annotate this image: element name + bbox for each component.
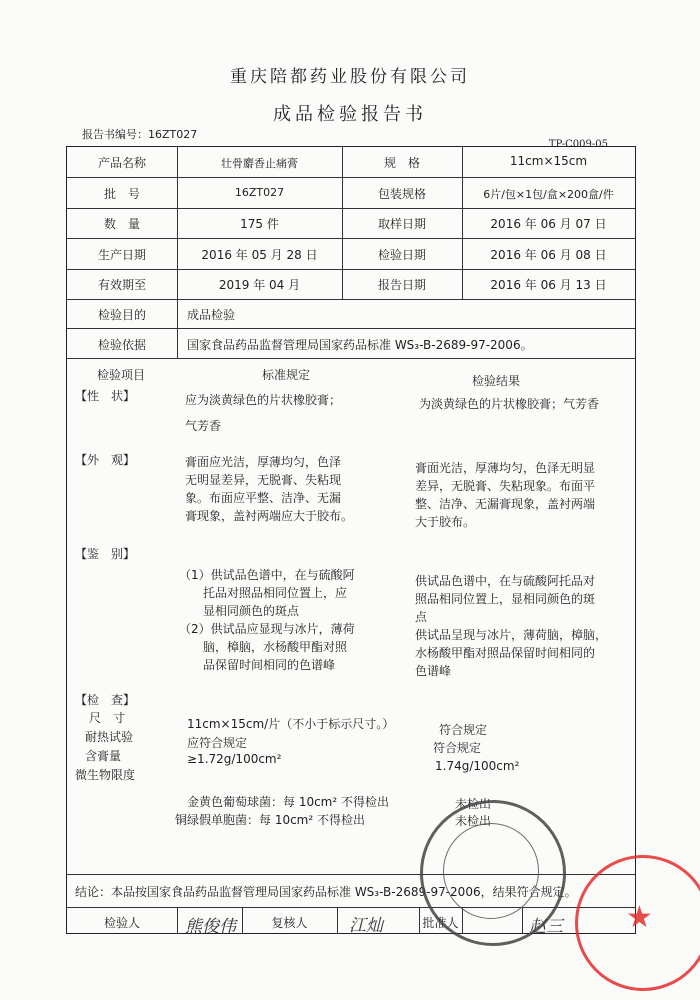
- purpose-value: 成品检验: [187, 308, 236, 322]
- sample-date-label: 取样日期: [377, 217, 426, 231]
- character-result: 为淡黄绿色的片状橡胶膏；气芳香: [419, 397, 600, 411]
- mfg-date-label: 生产日期: [97, 248, 146, 262]
- heat-test-label: 耐热试验: [85, 730, 134, 744]
- sample-date-value: 2016 年 06 月 07 日: [490, 217, 607, 231]
- col-item-header: 检验项目: [97, 368, 146, 382]
- batch-label: 批 号: [103, 187, 140, 201]
- size-label: 尺 寸: [89, 711, 126, 725]
- report-date-label: 报告日期: [377, 278, 426, 292]
- quantity-value: 175 件: [240, 217, 279, 231]
- pseudomonas-result: 未检出: [455, 814, 492, 828]
- quality-inspection-stamp: [575, 855, 700, 991]
- size-result: 符合规定: [439, 723, 488, 737]
- batch-value: 16ZT027: [234, 186, 285, 199]
- approver-label: 批准人: [422, 916, 459, 930]
- form-code: TP-C009-05: [548, 139, 608, 150]
- product-name-label: 产品名称: [97, 156, 146, 170]
- pseudomonas-standard: 铜绿假单胞菌：每 10cm² 不得检出: [175, 813, 365, 827]
- character-standard: 应为淡黄绿色的片状橡胶膏； 气芳香: [185, 393, 342, 433]
- basis-value: 国家食品药品监督管理局国家药品标准 WS₃-B-2689-97-2006。: [187, 338, 533, 352]
- company-seal-stamp: [420, 800, 566, 946]
- conclusion-text: 结论：本品按国家食品药品监督管理局国家药品标准 WS₃-B-2689-97-2006，结果符合规定。: [75, 885, 577, 899]
- expiry-label: 有效期至: [97, 278, 146, 292]
- pack-label: 包装规格: [377, 187, 426, 201]
- paste-content-result: 1.74g/100cm²: [435, 759, 520, 773]
- company-name: 重庆陪都药业股份有限公司: [230, 67, 470, 87]
- report-date-value: 2016 年 06 月 13 日: [490, 278, 607, 292]
- paste-content-label: 含膏量: [85, 749, 122, 763]
- mfg-date-value: 2016 年 05 月 28 日: [201, 248, 318, 262]
- staph-result: 未检出: [455, 797, 492, 811]
- microbial-limit-label: 微生物限度: [75, 768, 136, 782]
- character-label: 【性 状】: [75, 389, 136, 403]
- identification-standard-2: （2）供试品应显现与冰片，薄荷 脑，樟脑，水杨酸甲酯对照 品保留时间相同的色谱峰: [179, 622, 355, 672]
- col-standard-header: 标准规定: [262, 368, 311, 382]
- expiry-value: 2019 年 04 月: [218, 278, 301, 292]
- test-date-label: 检验日期: [377, 248, 426, 262]
- stamp-star-icon: ★: [626, 900, 653, 935]
- document-title: 成品检验报告书: [273, 104, 427, 125]
- appearance-standard: 膏面应光洁，厚薄均匀，色泽 无明显差异，无脱膏、失粘现 象。布面应平整、洁净、无漏 膏现象，盖衬两端应大于胶布。: [185, 455, 354, 523]
- report-table: [66, 146, 636, 937]
- size-standard: 11cm×15cm/片（不小于标示尺寸。）: [187, 717, 395, 731]
- purpose-label: 检验目的: [97, 308, 146, 322]
- identification-label: 【鉴 别】: [75, 547, 136, 561]
- spec-label: 规 格: [383, 156, 420, 170]
- heat-test-result: 符合规定: [433, 741, 482, 755]
- test-date-value: 2016 年 06 月 08 日: [490, 248, 607, 262]
- appearance-label: 【外 观】: [75, 453, 136, 467]
- reviewer-signature: 江灿: [349, 916, 383, 936]
- product-name-value: 壮骨麝香止痛膏: [221, 157, 298, 170]
- identification-result-1: 供试品色谱中，在与硫酸阿托品对 照品相同位置上，显相同颜色的斑 点: [415, 574, 596, 624]
- reviewer-label: 复核人: [271, 916, 308, 930]
- identification-standard-1: （1）供试品色谱中，在与硫酸阿 托品对照品相同位置上，应 显相同颜色的斑点: [179, 568, 355, 618]
- inspector-label: 检验人: [103, 916, 140, 930]
- approver-signature: 赵三: [529, 917, 563, 937]
- quantity-label: 数 量: [103, 217, 140, 231]
- appearance-result: 膏面光洁，厚薄均匀，色泽无明显 差异，无脱膏、失粘现象。布面平 整、洁净、无漏膏现象，盖衬两端 大于胶布。: [415, 461, 596, 529]
- col-result-header: 检验结果: [472, 374, 521, 388]
- identification-result-2: 供试品呈现与冰片，薄荷脑，樟脑， 水杨酸甲酯对照品保留时间相同的 色谱峰: [415, 628, 608, 678]
- paste-content-standard: ≥1.72g/100cm²: [187, 752, 282, 766]
- inspection-label: 【检 查】: [75, 693, 136, 707]
- staph-standard: 金黄色葡萄球菌：每 10cm² 不得检出: [187, 795, 389, 809]
- pack-value: 6片/包×1包/盒×200盒/件: [483, 188, 614, 201]
- basis-label: 检验依据: [97, 338, 146, 352]
- report-number: 报告书编号：16ZT027: [82, 128, 198, 141]
- spec-value: 11cm×15cm: [509, 154, 588, 168]
- inspector-signature: 熊俊伟: [185, 917, 236, 937]
- heat-test-standard: 应符合规定: [187, 736, 248, 750]
